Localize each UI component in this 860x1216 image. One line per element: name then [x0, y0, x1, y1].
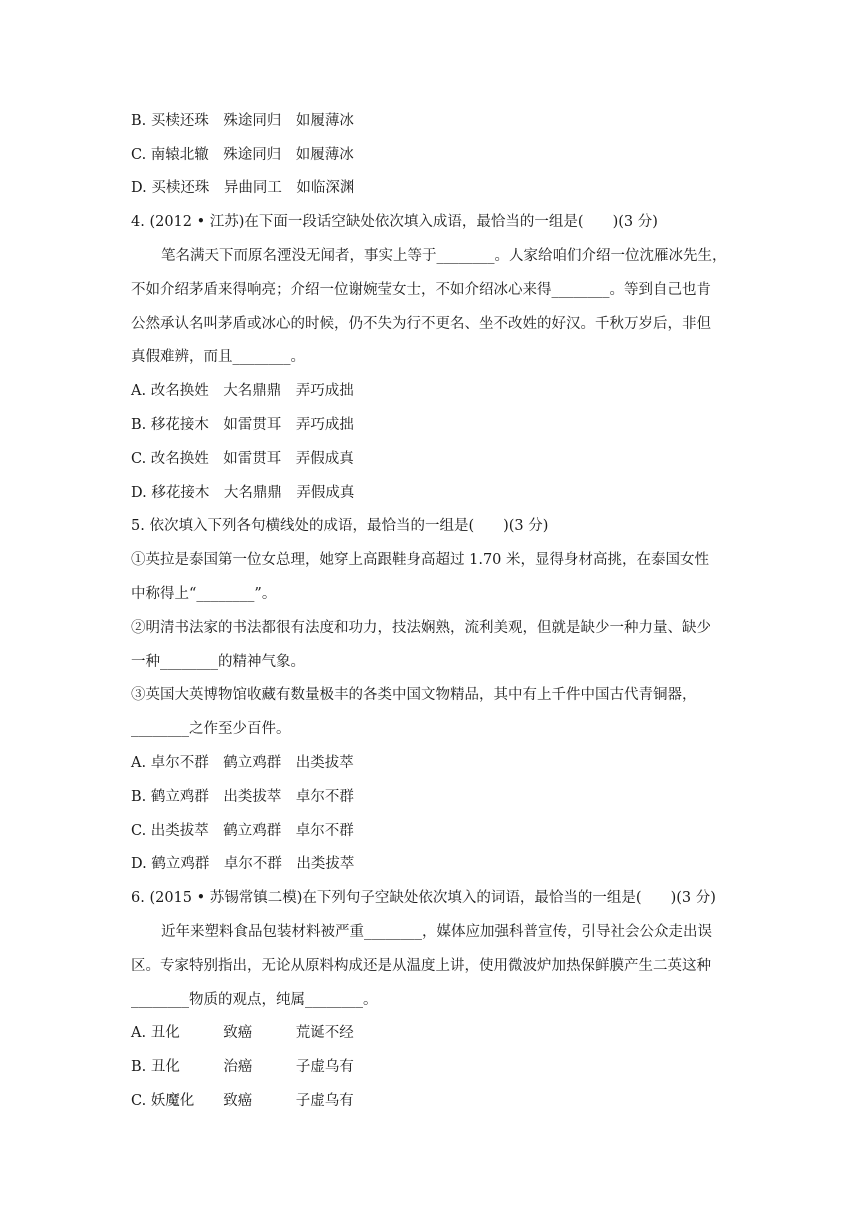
- option-line: C. 妖魔化 致癌 子虚乌有: [131, 1093, 354, 1109]
- passage-line: 区。专家特别指出，无论从原料构成还是从温度上讲，使用微波炉加热保鲜膜产生二英这种: [131, 958, 711, 974]
- option-line: D. 移花接木 大名鼎鼎 弄假成真: [131, 485, 355, 501]
- sentence-line: ②明清书法家的书法都很有法度和功力，技法娴熟，流利美观，但就是缺少一种力量、缺少: [131, 620, 711, 636]
- question-title: 5. 依次填入下列各句横线处的成语，最恰当的一组是( )(3 分): [131, 518, 549, 534]
- option-line: C. 改名换姓 如雷贯耳 弄假成真: [131, 451, 354, 467]
- option-line: C. 出类拔萃 鹤立鸡群 卓尔不群: [131, 823, 354, 839]
- question-title: 4. (2012 • 江苏)在下面一段话空缺处依次填入成语，最恰当的一组是( )(3 分): [131, 214, 658, 230]
- option-line: B. 移花接木 如雷贯耳 弄巧成拙: [131, 417, 354, 433]
- sentence-line: ________之作至少百件。: [131, 721, 291, 737]
- passage-line: 笔名满天下而原名湮没无闻者，事实上等于________。人家给咱们介绍一位沈雁冰先生，: [161, 248, 727, 264]
- option-line: A. 卓尔不群 鹤立鸡群 出类拔萃: [131, 755, 354, 771]
- option-line: D. 买椟还珠 异曲同工 如临深渊: [131, 180, 355, 196]
- passage-line: 不如介绍茅盾来得响亮；介绍一位谢婉莹女士，不如介绍冰心来得________。等到自己也肯: [131, 282, 711, 298]
- question-title: 6. (2015 • 苏锡常镇二模)在下列句子空缺处依次填入的词语，最恰当的一组是( )(3 分): [131, 890, 716, 906]
- passage-line: 真假难辨，而且________。: [131, 349, 305, 365]
- sentence-line: ③英国大英博物馆收藏有数量极丰的各类中国文物精品，其中有上千件中国古代青铜器，: [131, 687, 697, 703]
- option-line: B. 买椟还珠 殊途同归 如履薄冰: [131, 113, 354, 129]
- passage-line: 近年来塑料食品包装材料被严重________，媒体应加强科普宣传，引导社会公众走出误: [161, 924, 712, 940]
- option-line: C. 南辕北辙 殊途同归 如履薄冰: [131, 147, 354, 163]
- option-line: D. 鹤立鸡群 卓尔不群 出类拔萃: [131, 856, 355, 872]
- option-line: A. 改名换姓 大名鼎鼎 弄巧成拙: [131, 383, 354, 399]
- sentence-line: ①英拉是泰国第一位女总理，她穿上高跟鞋身高超过 1.70 米，显得身材高挑，在泰国女性: [131, 552, 709, 568]
- passage-line: ________物质的观点，纯属________。: [131, 992, 378, 1008]
- option-line: B. 丑化 治癌 子虚乌有: [131, 1059, 354, 1075]
- sentence-line: 中称得上“________”。: [131, 586, 277, 602]
- option-line: A. 丑化 致癌 荒诞不经: [131, 1025, 354, 1041]
- option-line: B. 鹤立鸡群 出类拔萃 卓尔不群: [131, 789, 354, 805]
- sentence-line: 一种________的精神气象。: [131, 654, 305, 670]
- passage-line: 公然承认名叫茅盾或冰心的时候，仍不失为行不更名、坐不改姓的好汉。千秋万岁后，非但: [131, 316, 711, 332]
